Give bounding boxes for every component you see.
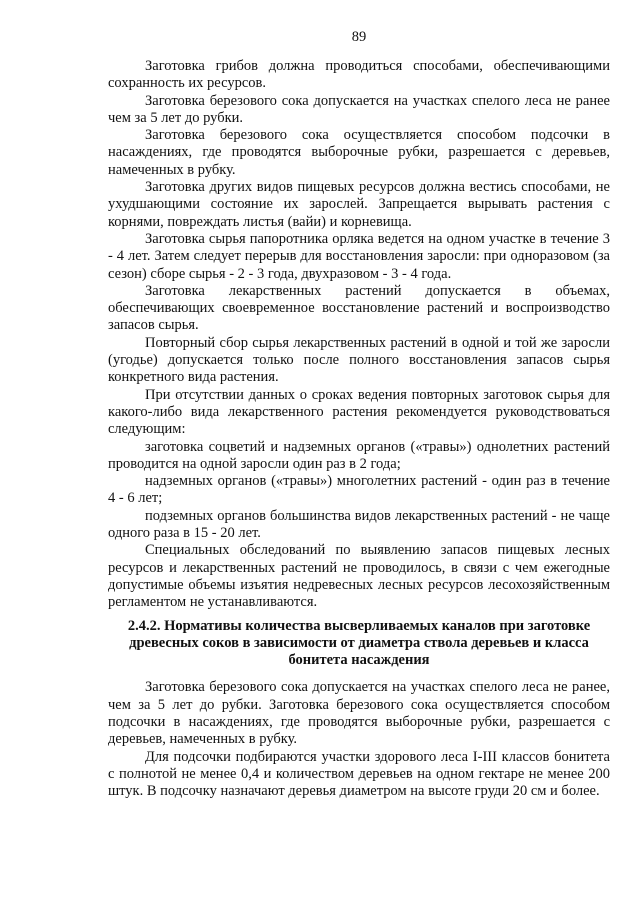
paragraph: Заготовка березового сока допускается на участках спелого леса не ранее, чем за 5 лет до рубки. Заготовка березового сока осуществляется способом подсочки в насаждениях, где проводятся выборочные рубки, разрешается с деревьев, намеченных в рубку. — [108, 679, 610, 748]
paragraph: Заготовка сырья папоротника орляка ведется на одном участке в течение 3 - 4 лет. Затем следует перерыв для восстановления заросли: при одноразовом (за сезон) сборе сырья - 2 - 3 года, двухразовом - 3 - 4 года. — [108, 230, 610, 282]
paragraph: Заготовка других видов пищевых ресурсов должна вестись способами, не ухудшающими состояние их зарослей. Запрещается вырывать растения с корнями, повреждать листья (вайи) и корневища. — [108, 179, 610, 230]
list-item: подземных органов большинства видов лекарственных растений - не чаще одного раза в 15 - 20 лет. — [108, 507, 610, 542]
paragraph: При отсутствии данных о сроках ведения повторных заготовок сырья для какого-либо вида лекарственного растения рекомендуется руководствоваться следующим: — [108, 386, 610, 438]
paragraph: Заготовка лекарственных растений допускается в объемах, обеспечивающих своевременное восстановление растений и воспроизводство запасов сырья. — [108, 282, 610, 334]
paragraph: Специальных обследований по выявлению запасов пищевых лесных ресурсов и лекарственных растений не проводилось, в связи с чем ежегодные допустимые объемы изъятия недревесных лесных ресурсов лесохозяйственным регламентом не устанавливаются. — [108, 542, 610, 611]
list-item: заготовка соцветий и надземных органов («травы») однолетних растений проводится на одной заросли один раз в 2 года; — [108, 438, 610, 472]
paragraph: Для подсочки подбираются участки здорового леса I-III классов бонитета с полнотой не менее 0,4 и количеством деревьев на одном гектаре не менее 200 штук. В подсочку назначают деревья диаметром на высоте груди 20 см и более. — [108, 748, 610, 800]
paragraph: Повторный сбор сырья лекарственных растений в одной и той же заросли (угодье) допускается только после полного восстановления запасов сырья конкретного вида растения. — [108, 334, 610, 386]
page-number: 89 — [351, 29, 367, 45]
section-heading: 2.4.2. Нормативы количества высверливаемых каналов при заготовке древесных соков в зависимости от диаметра ствола деревьев и класса бонитета насаждения — [127, 617, 591, 669]
document-page — [108, 28, 610, 800]
list-item: надземных органов («травы») многолетних растений - один раз в течение 4 - 6 лет; — [108, 473, 610, 507]
paragraph: Заготовка березового сока осуществляется способом подсочки в насаждениях, где проводятся выборочные рубки, разрешается с деревьев, намеченных в рубку. — [108, 127, 610, 178]
paragraph: Заготовка грибов должна проводиться способами, обеспечивающими сохранность их ресурсов. — [108, 58, 610, 92]
paragraph: Заготовка березового сока допускается на участках спелого леса не ранее чем за 5 лет до рубки. — [108, 92, 610, 126]
